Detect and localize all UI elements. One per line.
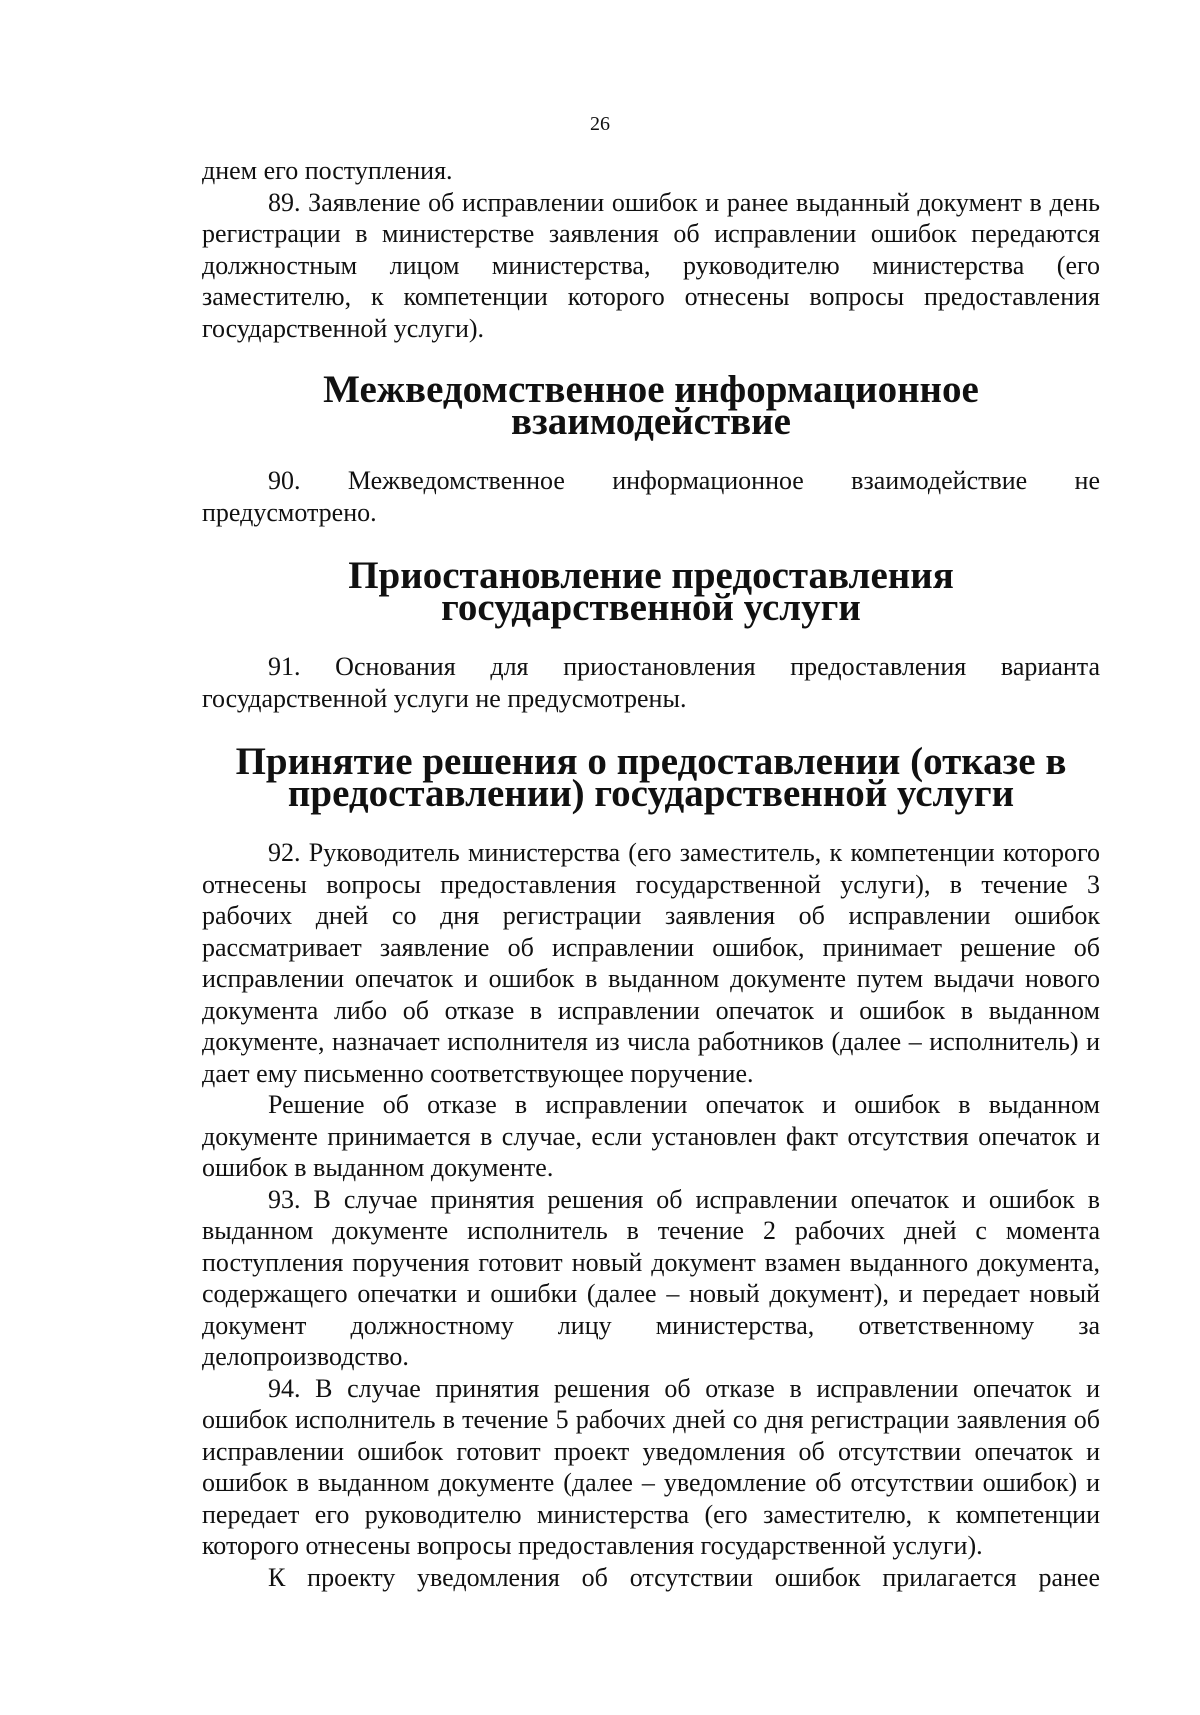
section-heading-decision: Принятие решения о предоставлении (отказе в предоставлении) государственной услуги: [235, 740, 1067, 815]
paragraph-92-refusal: Решение об отказе в исправлении опечаток и ошибок в выданном документе принимается в случае, если установлен факт отсутствия опечаток и ошибок в выданном документе.: [202, 1090, 1100, 1182]
paragraph-93: 93. В случае принятия решения об исправлении опечаток и ошибок в выданном документе исполнитель в течение 2 рабочих дней с момента поступления поручения готовит новый документ взамен выданного документа, содержащего опечатки и ошибки (далее – новый документ), и передает новый документ должностному лицу министерства, ответственному за делопроизводство.: [202, 1184, 1100, 1371]
paragraph-90: 90. Межведомственное информационное взаимодействие не предусмотрено.: [202, 466, 1100, 527]
document-body: [202, 155, 1100, 1593]
section-heading-suspension: Приостановление предоставления государственной услуги: [348, 554, 954, 629]
paragraph-91: 91. Основания для приостановления предоставления варианта государственной услуги не предусмотрены.: [202, 652, 1100, 713]
paragraph-94: 94. В случае принятия решения об отказе в исправлении опечаток и ошибок исполнитель в течение 5 рабочих дней со дня регистрации заявления об исправлении ошибок готовит проект уведомления об отсутствии опечаток и ошибок в выданном документе (далее – уведомление об отсутствии ошибок) и передает его руководителю министерства (его заместителю, к компетенции которого отнесены вопросы предоставления государственной услуги).: [202, 1373, 1100, 1560]
paragraph-94-attachment: К проекту уведомления об отсутствии ошибок прилагается ранее: [268, 1562, 1100, 1592]
paragraph-92: 92. Руководитель министерства (его заместитель, к компетенции которого отнесены вопросы предоставления государственной услуги), в течение 3 рабочих дней со дня регистрации заявления об исправлении ошибок рассматривает заявление об исправлении ошибок, принимает решение об исправлении опечаток и ошибок в выданном документе путем выдачи нового документа либо об отказе в исправлении опечаток и ошибок в выданном документе, назначает исполнителя из числа работников (далее – исполнитель) и дает ему письменно соответствующее поручение.: [202, 838, 1100, 1088]
section-heading-interagency: Межведомственное информационное взаимодействие: [323, 368, 979, 443]
paragraph-89: 89. Заявление об исправлении ошибок и ранее выданный документ в день регистрации в министерстве заявления об исправлении ошибок передаются должностным лицом министерства, руководителю министерства (его заместителю, к компетенции которого отнесены вопросы предоставления государственной услуги).: [202, 187, 1100, 343]
page-number: 26: [590, 113, 610, 135]
paragraph-continuation: днем его поступления.: [202, 156, 453, 185]
